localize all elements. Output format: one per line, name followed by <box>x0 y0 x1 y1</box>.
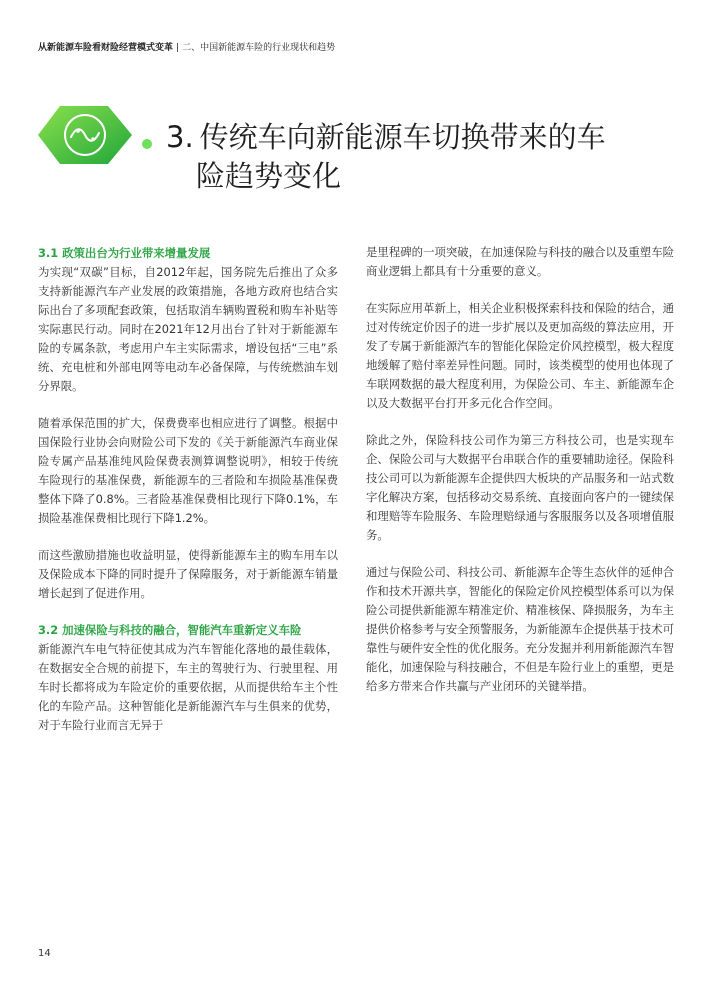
page-title <box>166 118 686 196</box>
paragraph: 除此之外，保险科技公司作为第三方科技公司，也是实现车企、保险公司与大数据平台串联合作的重要辅助途径。保险科技公司可以为新能源车企提供四大板块的产品服务和一站式数字化解决方案，包括移动交易系统、直接面向客户的一键续保和理赔等车险服务、车险理赔绿通与客服服务以及各项增值服务。 <box>366 433 674 542</box>
title-line2: 险趋势变化 <box>196 159 342 194</box>
paragraph: 而这些激励措施也收益明显，使得新能源车主的购车用车以及保险成本下降的同时提升了保障服务，对于新能源车销量增长起到了促进作用。 <box>38 548 338 600</box>
header-chapter: 二、中国新能源车险的行业现状和趋势 <box>182 43 336 53</box>
title-line1: 传统车向新能源车切换带来的车 <box>199 120 606 155</box>
page-number: 14 <box>38 948 51 959</box>
paragraph: 为实现“双碳”目标，自2012年起，国务院先后推出了众多支持新能源汽车产业发展的政策措施，各地方政府也结合实际出台了多项配套政策，包括取消车辆购置税和购车补贴等实际惠民行动。同时在2021年12月出台了针对于新能源车险的专属条款，考虑用户车主实际需求，增设包括“三电”系统、充电桩和外部电网等电动车必备保障，与传统燃油车划分界限。 <box>38 265 338 393</box>
paragraph: 是里程碑的一项突破，在加速保险与科技的融合以及重塑车险商业逻辑上都具有十分重要的意义。 <box>366 245 674 278</box>
section-heading-3-1: 3.1 政策出台为行业带来增量发展 <box>38 246 211 260</box>
paragraph: 在实际应用革新上，相关企业积极探索科技和保险的结合，通过对传统定价因子的进一步扩展以及更加高级的算法应用，开发了专属于新能源汽车的智能化保险定价风控模型，极大程度地缓解了赔付率差异性问题。同时，该类模型的使用也体现了车联网数据的最大程度利用，为保险公司、车主、新能源车企以及大数据平台打开多元化合作空间。 <box>366 301 674 410</box>
header-document-title: 从新能源车险看财险经营模式变革 <box>38 43 174 53</box>
left-column <box>38 244 338 753</box>
right-column <box>366 243 674 714</box>
title-number: 3. <box>166 120 194 155</box>
header-separator: | <box>176 43 180 53</box>
paragraph: 通过与保险公司、科技公司、新能源车企等生态伙伴的延伸合作和技术开源共享，智能化的保险定价风控模型体系可以为保险公司提供新能源车精准定价、精准核保、降损服务，为车主提供价格参考与安全预警服务，为新能源车企提供基于技术可靠性与硬件安全性的优化服务。充分发掘并利用新能源汽车智能化，加速保险与科技融合，不但是车险行业上的重塑，更是给多方带来合作共赢与产业闭环的关键举措。 <box>366 565 674 693</box>
green-hexagon-battery-icon <box>38 100 158 170</box>
running-header <box>38 42 678 54</box>
paragraph: 随着承保范围的扩大，保费费率也相应进行了调整。根据中国保险行业协会向财险公司下发的《关于新能源汽车商业保险专属产品基准纯风险保费表测算调整说明》，相较于传统车险现行的基准保费，新能源车的三者险和车损险基准保费整体下降了0.8%。三者险基准保费相比现行下降0.1%，车损险基准保费相比现行下降1.2%。 <box>38 416 338 525</box>
paragraph: 新能源汽车电气特征使其成为汽车智能化落地的最佳载体，在数据安全合规的前提下，车主的驾驶行为、行驶里程、用车时长都将成为车险定价的重要依据，从而提供给车主个性化的车险产品。这种智能化是新能源汽车与生俱来的优势，对于车险行业而言无异于 <box>38 642 338 732</box>
section-heading-3-2: 3.2 加速保险与科技的融合，智能汽车重新定义车险 <box>38 623 302 637</box>
accent-dot <box>142 139 152 149</box>
